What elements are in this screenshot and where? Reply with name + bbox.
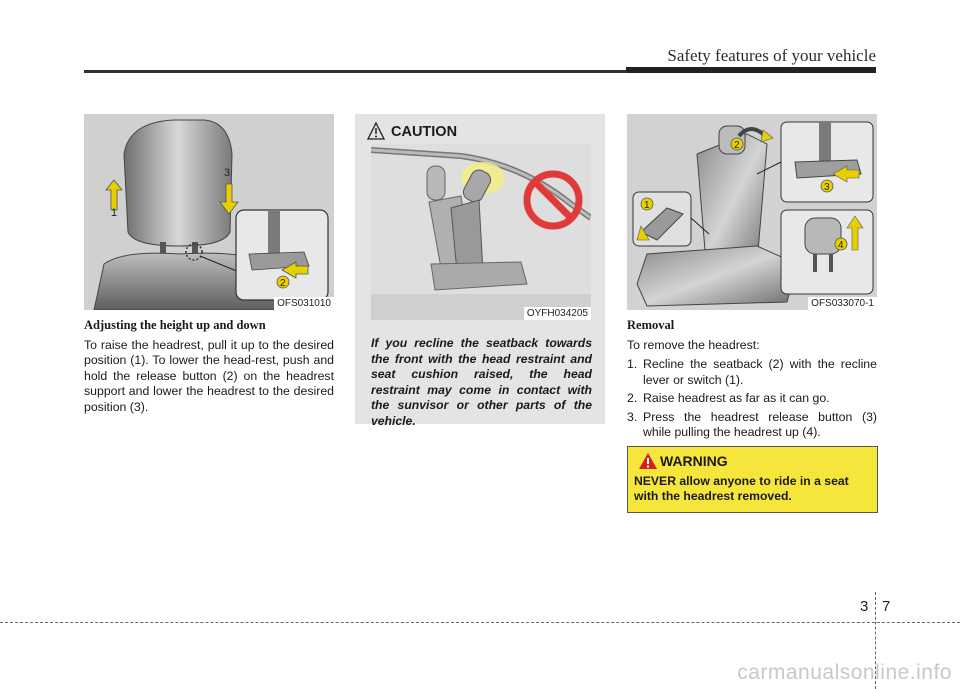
svg-text:2: 2 <box>734 140 740 151</box>
headrest-removal-figure <box>627 114 877 310</box>
step-text: Press the headrest release button (3) while pulling the headrest up (4). <box>643 409 877 439</box>
left-text-column <box>84 318 334 415</box>
adjust-paragraph: To raise the headrest, pull it up to the desired position (1). To lower the head-rest, push and hold the release button (2) on the headrest support and lower the headrest to the desired position (3). <box>84 337 334 414</box>
headrest-height-figure <box>84 114 334 310</box>
subheading-adjust: Adjusting the height up and down <box>84 318 266 332</box>
warning-title: WARNING <box>660 453 728 469</box>
list-item <box>627 410 877 441</box>
step-number: 3. <box>627 409 638 424</box>
removal-intro: To remove the headrest: <box>627 337 760 352</box>
warning-triangle-icon <box>638 452 658 470</box>
step-text: Recline the seatback (2) with the recline lever or switch (1). <box>643 357 877 387</box>
figure-code: OFS033070-1 <box>808 297 877 310</box>
warning-text: NEVER allow anyone to ride in a seat with the headrest removed. <box>634 474 849 503</box>
watermark: carmanualsonline.info <box>737 661 952 684</box>
svg-text:3: 3 <box>824 182 830 193</box>
seat-removal-illustration <box>627 114 877 310</box>
headrest-illustration <box>84 114 334 310</box>
caution-title: CAUTION <box>391 124 458 140</box>
reclined-seat-illustration <box>371 144 591 320</box>
warning-box <box>627 446 878 513</box>
svg-text:2: 2 <box>280 278 286 289</box>
right-text-column <box>627 318 877 444</box>
caution-figure <box>371 144 591 320</box>
list-item <box>627 391 877 407</box>
figure-code: OYFH034205 <box>524 307 591 320</box>
removal-steps <box>627 357 877 441</box>
svg-text:1: 1 <box>111 207 118 219</box>
caution-text: If you recline the seatback towards the front with the head restraint and seat cushion raised, the head restraint may come in contact with the sunvisor or other parts of the vehicle. <box>371 336 592 428</box>
running-header: Safety features of your vehicle <box>667 46 876 65</box>
page-number: 7 <box>882 598 891 615</box>
caution-triangle-icon <box>367 122 385 140</box>
list-item <box>627 357 877 388</box>
svg-text:3: 3 <box>224 167 231 179</box>
step-number: 2. <box>627 391 638 405</box>
step-number: 1. <box>627 357 638 371</box>
footer-rule <box>0 622 960 623</box>
svg-text:1: 1 <box>644 200 650 211</box>
caution-box <box>355 114 605 428</box>
subheading-removal: Removal <box>627 318 675 332</box>
svg-text:4: 4 <box>838 240 844 251</box>
chapter-number: 3 <box>860 598 869 615</box>
step-text: Raise headrest as far as it can go. <box>643 391 830 405</box>
header-rule-accent <box>626 67 876 73</box>
figure-code: OFS031010 <box>274 297 334 310</box>
